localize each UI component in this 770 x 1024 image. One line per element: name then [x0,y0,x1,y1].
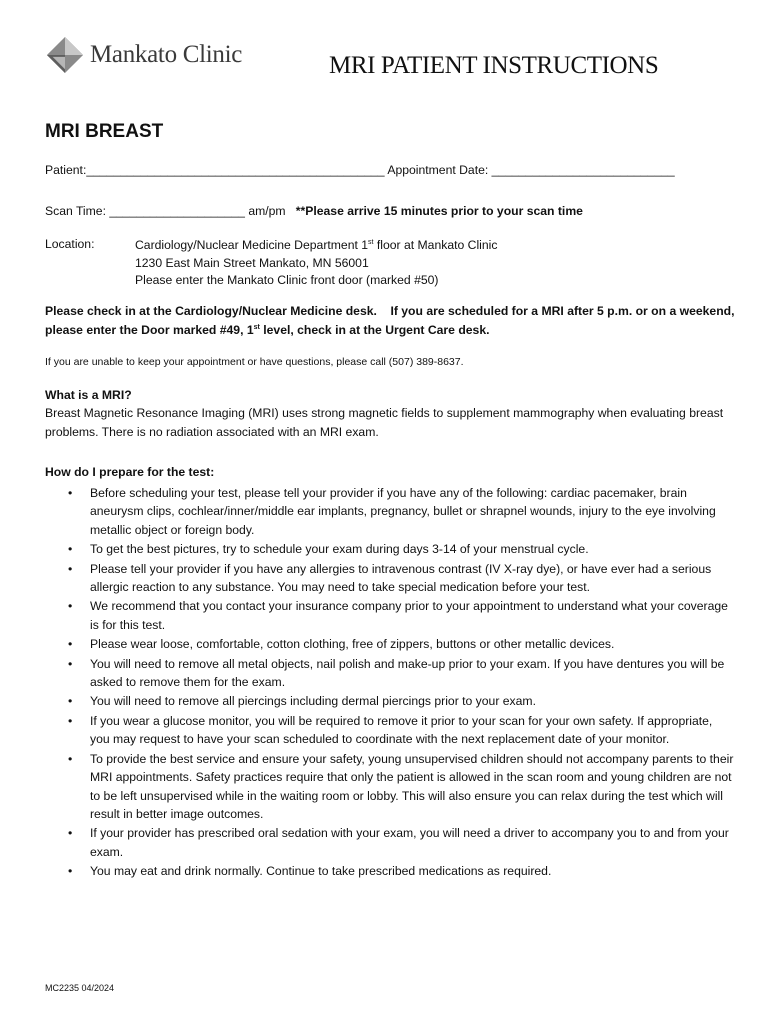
location-line-2: 1230 East Main Street Mankato, MN 56001 [135,255,369,270]
contact-note: If you are unable to keep your appointment or have questions, please call (507) 389-8637. [45,356,464,368]
list-item: • To get the best pictures, try to schedule your exam during days 3-14 of your menstrual cycle. [45,540,735,558]
arrive-note: **Please arrive 15 minutes prior to your scan time [295,204,583,218]
list-item: • You will need to remove all metal objects, nail polish and make-up prior to your exam. If you have dentures you will be asked to remove them for the exam. [68,656,725,690]
location-address [135,237,497,290]
logo-text: Mankato Clinic [90,41,243,68]
bullet-icon: • [68,826,73,841]
patient-label: Patient: [45,163,87,177]
prepare-heading: How do I prepare for the test: [45,465,215,479]
patient-line [45,163,675,177]
bullet-icon: • [68,637,73,652]
prepare-list [45,484,735,882]
what-is-body: Breast Magnetic Resonance Imaging (MRI) uses strong magnetic fields to supplement mammography when evaluating breast problems. There is no radiation associated with an MRI exam. [45,406,724,439]
bullet-icon: • [68,864,73,879]
bullet-icon: • [68,751,73,766]
bullet-icon: • [68,542,73,557]
list-item: • To provide the best service and ensure your safety, young unsupervised children should not accompany parents to their MRI appointments. Safety practices require that only the patient is allowed in the scan room and young children are not to be left unsupervised while in the waiting room or lobby. This will also ensure you can relax during the test which will result in better image outcomes. [68,751,734,821]
document-title: MRI PATIENT INSTRUCTIONS [329,52,659,79]
form-code: MC2235 04/2024 [45,983,115,993]
location-line-3: Please enter the Mankato Clinic front door (marked #50) [135,273,439,287]
list-item: • You may eat and drink normally. Continue to take prescribed medications as required. [45,862,735,880]
clinic-logo [46,36,242,74]
list-item: • We recommend that you contact your insurance company prior to your appointment to understand what your coverage is for this test. [68,599,728,632]
checkin-instructions: Please check in at the Cardiology/Nuclear Medicine desk. If you are scheduled for a MRI after 5 p.m. or on a weekend, please enter the Door marked #49, 1st level, check in at the Urgent Care desk. [45,304,738,337]
bullet-icon: • [68,713,73,728]
bullet-icon: • [68,486,73,500]
appointment-label: Appointment Date: [387,163,489,177]
bullet-icon: • [68,599,73,614]
list-item: • Please tell your provider if you have any allergies to intravenous contrast (IV X-ray dye), or have ever had a serious allergic reaction to any substance. You may need to take special medication before your test. [68,561,712,595]
patient-field[interactable]: ____________________________________________ [86,163,385,177]
scan-time-label: Scan Time: [45,204,106,218]
what-is-heading: What is a MRI? [45,388,132,402]
list-item: • If your provider has prescribed oral sedation with your exam, you will need a driver to accompany you to and from your exam. [68,826,729,859]
list-item: • Before scheduling your test, please tell your provider if you have any of the following: cardiac pacemaker, brain aneurysm clips, cochlear/inner/middle ear implants, pregnancy, bullet or shrapnel wounds, injury to the eye involving metallic object or foreign body. [68,486,716,537]
bullet-icon: • [68,561,73,576]
bullet-icon: • [68,694,73,709]
location-line-1: Cardiology/Nuclear Medicine Department 1st floor at Mankato Clinic [135,238,498,252]
bullet-icon: • [68,656,73,671]
scan-time-line [45,204,583,218]
appointment-field[interactable]: ___________________________ [491,163,675,177]
scan-time-field[interactable]: ____________________ [109,204,245,218]
diamond-logo-icon [46,36,84,74]
location-label: Location: [45,237,95,251]
exam-title: MRI BREAST [45,121,164,142]
list-item: • If you wear a glucose monitor, you will be required to remove it prior to your scan for your own safety. If appropriate, you may request to have your scan scheduled to coordinate with the next replacement date of your monitor. [68,713,713,747]
list-item: • Please wear loose, comfortable, cotton clothing, free of zippers, buttons or other metallic devices. [45,635,735,653]
ampm-label: am/pm [248,204,286,218]
list-item: • You will need to remove all piercings including dermal piercings prior to your exam. [45,692,735,710]
